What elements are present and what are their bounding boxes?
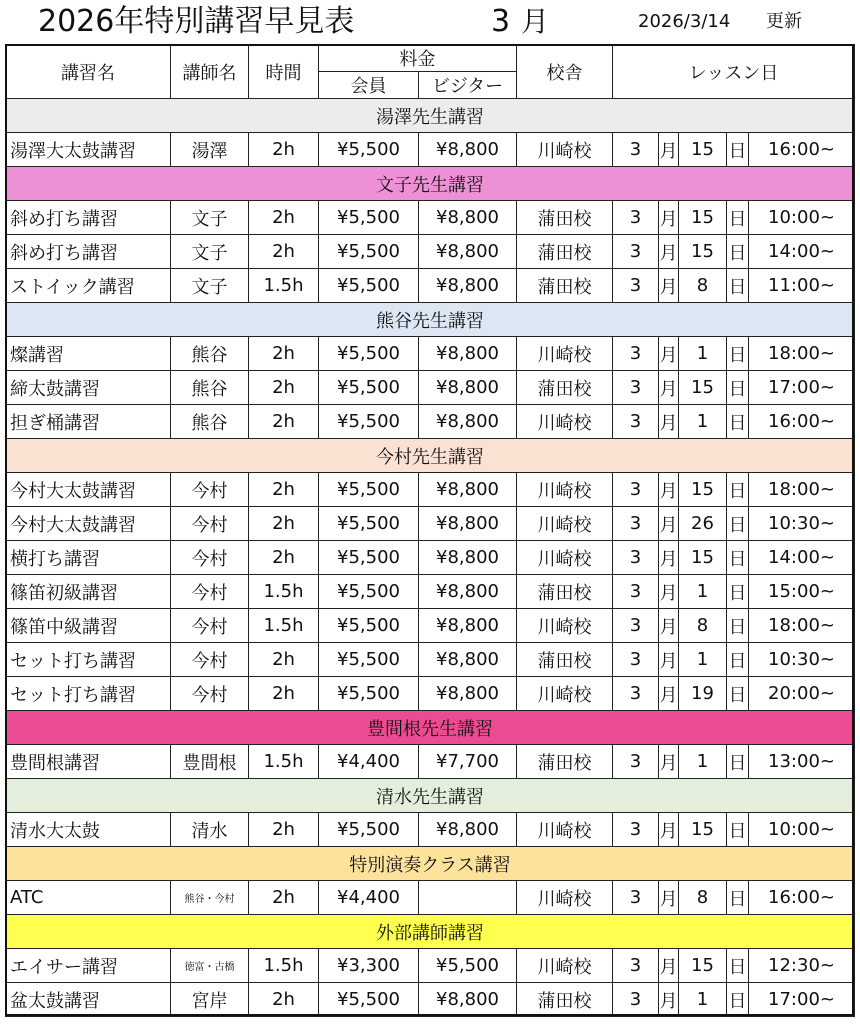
- lesson-month: 3: [613, 983, 659, 1017]
- table-row: [6, 337, 855, 371]
- course-name: 斜め打ち講習: [6, 201, 171, 235]
- start-time: 16:00~: [749, 133, 855, 167]
- school: 川崎校: [517, 405, 613, 439]
- member-fee: ¥4,400: [319, 881, 419, 915]
- duration: 2h: [249, 813, 319, 847]
- school: 川崎校: [517, 133, 613, 167]
- start-time: 16:00~: [749, 881, 855, 915]
- day-unit: 日: [727, 201, 749, 235]
- day-unit: 日: [727, 643, 749, 677]
- course-name: 燦講習: [6, 337, 171, 371]
- lesson-day: 8: [679, 269, 727, 303]
- header-school: 校舎: [517, 45, 613, 99]
- lesson-month: 3: [613, 133, 659, 167]
- title-row: [0, 0, 860, 44]
- course-name: セット打ち講習: [6, 677, 171, 711]
- course-name: 担ぎ桶講習: [6, 405, 171, 439]
- visitor-fee: ¥8,800: [419, 541, 517, 575]
- teacher-name: 今村: [171, 677, 249, 711]
- visitor-fee: ¥8,800: [419, 235, 517, 269]
- start-time: 13:00~: [749, 745, 855, 779]
- header-lesson-date: レッスン日: [613, 45, 855, 99]
- teacher-name: 今村: [171, 541, 249, 575]
- update-label: 更新: [766, 11, 802, 32]
- teacher-name: 今村: [171, 643, 249, 677]
- member-fee: ¥5,500: [319, 643, 419, 677]
- start-time: 17:00~: [749, 983, 855, 1017]
- table-row: [6, 677, 855, 711]
- month-unit: 月: [659, 677, 679, 711]
- visitor-fee: ¥8,800: [419, 983, 517, 1017]
- table-row: [6, 405, 855, 439]
- visitor-fee: ¥7,700: [419, 745, 517, 779]
- course-name: エイサー講習: [6, 949, 171, 983]
- update-date: 2026/3/14: [638, 11, 731, 32]
- month-unit: 月: [659, 133, 679, 167]
- month-unit: 月: [659, 609, 679, 643]
- start-time: 14:00~: [749, 541, 855, 575]
- start-time: 18:00~: [749, 609, 855, 643]
- section-header-row: [6, 711, 855, 745]
- member-fee: ¥4,400: [319, 745, 419, 779]
- course-name: 斜め打ち講習: [6, 235, 171, 269]
- table-row: [6, 269, 855, 303]
- header-time: 時間: [249, 45, 319, 99]
- school: 蒲田校: [517, 201, 613, 235]
- duration: 1.5h: [249, 609, 319, 643]
- day-unit: 日: [727, 371, 749, 405]
- teacher-name: 文子: [171, 201, 249, 235]
- lesson-day: 1: [679, 643, 727, 677]
- lesson-day: 1: [679, 337, 727, 371]
- section-title: 今村先生講習: [6, 439, 855, 473]
- course-name: 横打ち講習: [6, 541, 171, 575]
- lesson-month: 3: [613, 507, 659, 541]
- teacher-name: 徳富・古橋: [171, 949, 249, 983]
- school: 蒲田校: [517, 575, 613, 609]
- teacher-name: 清水: [171, 813, 249, 847]
- day-unit: 日: [727, 949, 749, 983]
- visitor-fee: ¥8,800: [419, 269, 517, 303]
- header-teacher: 講師名: [171, 45, 249, 99]
- month-unit: 月: [521, 5, 550, 38]
- lesson-month: 3: [613, 813, 659, 847]
- school: 川崎校: [517, 507, 613, 541]
- day-unit: 日: [727, 405, 749, 439]
- header-course: 講習名: [6, 45, 171, 99]
- school: 蒲田校: [517, 269, 613, 303]
- school: 蒲田校: [517, 745, 613, 779]
- teacher-name: 宮岸: [171, 983, 249, 1017]
- day-unit: 日: [727, 881, 749, 915]
- member-fee: ¥5,500: [319, 507, 419, 541]
- table-row: [6, 507, 855, 541]
- start-time: 10:30~: [749, 643, 855, 677]
- table-row: [6, 371, 855, 405]
- lesson-day: 15: [679, 949, 727, 983]
- school: 川崎校: [517, 813, 613, 847]
- school: 川崎校: [517, 881, 613, 915]
- section-header-row: [6, 915, 855, 949]
- course-name: 盆太鼓講習: [6, 983, 171, 1017]
- duration: 2h: [249, 133, 319, 167]
- visitor-fee: ¥8,800: [419, 813, 517, 847]
- lesson-day: 1: [679, 745, 727, 779]
- lesson-month: 3: [613, 609, 659, 643]
- day-unit: 日: [727, 813, 749, 847]
- visitor-fee: ¥5,500: [419, 949, 517, 983]
- member-fee: ¥5,500: [319, 337, 419, 371]
- start-time: 10:00~: [749, 813, 855, 847]
- table-row: [6, 133, 855, 167]
- lesson-month: 3: [613, 201, 659, 235]
- day-unit: 日: [727, 745, 749, 779]
- lesson-month: 3: [613, 405, 659, 439]
- start-time: 14:00~: [749, 235, 855, 269]
- duration: 2h: [249, 881, 319, 915]
- lesson-month: 3: [613, 473, 659, 507]
- member-fee: ¥3,300: [319, 949, 419, 983]
- start-time: 18:00~: [749, 473, 855, 507]
- table-row: [6, 235, 855, 269]
- lesson-day: 1: [679, 405, 727, 439]
- school: 川崎校: [517, 337, 613, 371]
- table-row: [6, 643, 855, 677]
- duration: 2h: [249, 337, 319, 371]
- start-time: 11:00~: [749, 269, 855, 303]
- school: 川崎校: [517, 677, 613, 711]
- lesson-month: 3: [613, 881, 659, 915]
- member-fee: ¥5,500: [319, 133, 419, 167]
- visitor-fee: ¥8,800: [419, 405, 517, 439]
- course-name: ATC: [6, 881, 171, 915]
- lesson-day: 15: [679, 473, 727, 507]
- school: 川崎校: [517, 949, 613, 983]
- lesson-month: 3: [613, 541, 659, 575]
- start-time: 17:00~: [749, 371, 855, 405]
- month-unit: 月: [659, 405, 679, 439]
- lesson-day: 15: [679, 541, 727, 575]
- table-row: [6, 201, 855, 235]
- visitor-fee: ¥8,800: [419, 643, 517, 677]
- school: 蒲田校: [517, 235, 613, 269]
- teacher-name: 豊間根: [171, 745, 249, 779]
- lesson-day: 8: [679, 881, 727, 915]
- course-name: 今村大太鼓講習: [6, 473, 171, 507]
- lesson-month: 3: [613, 677, 659, 711]
- duration: 2h: [249, 201, 319, 235]
- lesson-month: 3: [613, 235, 659, 269]
- section-title: 湯澤先生講習: [6, 99, 855, 133]
- section-title: 特別演奏クラス講習: [6, 847, 855, 881]
- lesson-month: 3: [613, 371, 659, 405]
- visitor-fee: ¥8,800: [419, 201, 517, 235]
- visitor-fee: ¥8,800: [419, 575, 517, 609]
- page-title: 2026年特別講習早見表: [38, 4, 355, 39]
- course-name: 豊間根講習: [6, 745, 171, 779]
- school: 蒲田校: [517, 371, 613, 405]
- lesson-month: 3: [613, 269, 659, 303]
- school: 川崎校: [517, 473, 613, 507]
- month-unit: 月: [659, 201, 679, 235]
- member-fee: ¥5,500: [319, 473, 419, 507]
- teacher-name: 文子: [171, 269, 249, 303]
- duration: 1.5h: [249, 575, 319, 609]
- school: 蒲田校: [517, 643, 613, 677]
- section-header-row: [6, 303, 855, 337]
- start-time: 15:00~: [749, 575, 855, 609]
- section-title: 豊間根先生講習: [6, 711, 855, 745]
- day-unit: 日: [727, 507, 749, 541]
- day-unit: 日: [727, 983, 749, 1017]
- member-fee: ¥5,500: [319, 541, 419, 575]
- teacher-name: 今村: [171, 507, 249, 541]
- lesson-day: 15: [679, 235, 727, 269]
- member-fee: ¥5,500: [319, 269, 419, 303]
- course-name: 篠笛中級講習: [6, 609, 171, 643]
- month-unit: 月: [659, 507, 679, 541]
- table-row: [6, 609, 855, 643]
- table-row: [6, 949, 855, 983]
- day-unit: 日: [727, 541, 749, 575]
- schedule-table: [5, 44, 855, 1017]
- day-unit: 日: [727, 269, 749, 303]
- header-row: [6, 45, 855, 72]
- teacher-name: 熊谷: [171, 371, 249, 405]
- duration: 1.5h: [249, 269, 319, 303]
- school: 川崎校: [517, 541, 613, 575]
- lesson-month: 3: [613, 575, 659, 609]
- course-name: セット打ち講習: [6, 643, 171, 677]
- month-unit: 月: [659, 235, 679, 269]
- table-row: [6, 983, 855, 1017]
- start-time: 20:00~: [749, 677, 855, 711]
- month-unit: 月: [659, 575, 679, 609]
- lesson-day: 15: [679, 133, 727, 167]
- school: 蒲田校: [517, 983, 613, 1017]
- section-header-row: [6, 847, 855, 881]
- teacher-name: 今村: [171, 473, 249, 507]
- duration: 2h: [249, 643, 319, 677]
- visitor-fee: ¥8,800: [419, 133, 517, 167]
- duration: 2h: [249, 405, 319, 439]
- month-unit: 月: [659, 371, 679, 405]
- header-member: 会員: [319, 72, 419, 99]
- visitor-fee: ¥8,800: [419, 507, 517, 541]
- member-fee: ¥5,500: [319, 983, 419, 1017]
- member-fee: ¥5,500: [319, 201, 419, 235]
- day-unit: 日: [727, 473, 749, 507]
- lesson-day: 8: [679, 609, 727, 643]
- lesson-day: 1: [679, 575, 727, 609]
- member-fee: ¥5,500: [319, 371, 419, 405]
- member-fee: ¥5,500: [319, 813, 419, 847]
- course-name: 湯澤大太鼓講習: [6, 133, 171, 167]
- month-unit: 月: [659, 983, 679, 1017]
- duration: 2h: [249, 507, 319, 541]
- month-unit: 月: [659, 813, 679, 847]
- duration: 2h: [249, 235, 319, 269]
- header-fee: 料金: [319, 45, 517, 72]
- duration: 1.5h: [249, 949, 319, 983]
- lesson-day: 26: [679, 507, 727, 541]
- duration: 2h: [249, 677, 319, 711]
- table-row: [6, 813, 855, 847]
- course-name: 清水大太鼓: [6, 813, 171, 847]
- lesson-month: 3: [613, 337, 659, 371]
- section-header-row: [6, 99, 855, 133]
- member-fee: ¥5,500: [319, 575, 419, 609]
- lesson-day: 15: [679, 813, 727, 847]
- month-unit: 月: [659, 949, 679, 983]
- lesson-day: 15: [679, 371, 727, 405]
- duration: 2h: [249, 371, 319, 405]
- start-time: 10:00~: [749, 201, 855, 235]
- member-fee: ¥5,500: [319, 677, 419, 711]
- visitor-fee: ¥8,800: [419, 473, 517, 507]
- teacher-name: 湯澤: [171, 133, 249, 167]
- teacher-name: 今村: [171, 575, 249, 609]
- school: 川崎校: [517, 609, 613, 643]
- month-unit: 月: [659, 269, 679, 303]
- start-time: 10:30~: [749, 507, 855, 541]
- lesson-day: 19: [679, 677, 727, 711]
- month-unit: 月: [659, 473, 679, 507]
- teacher-name: 文子: [171, 235, 249, 269]
- visitor-fee: ¥8,800: [419, 677, 517, 711]
- lesson-day: 15: [679, 201, 727, 235]
- duration: 2h: [249, 541, 319, 575]
- section-title: 清水先生講習: [6, 779, 855, 813]
- table-row: [6, 541, 855, 575]
- lesson-month: 3: [613, 745, 659, 779]
- day-unit: 日: [727, 677, 749, 711]
- day-unit: 日: [727, 575, 749, 609]
- section-header-row: [6, 167, 855, 201]
- day-unit: 日: [727, 133, 749, 167]
- month-unit: 月: [659, 643, 679, 677]
- start-time: 18:00~: [749, 337, 855, 371]
- start-time: 16:00~: [749, 405, 855, 439]
- section-title: 熊谷先生講習: [6, 303, 855, 337]
- visitor-fee: [419, 881, 517, 915]
- teacher-name: 熊谷: [171, 337, 249, 371]
- visitor-fee: ¥8,800: [419, 337, 517, 371]
- visitor-fee: ¥8,800: [419, 609, 517, 643]
- member-fee: ¥5,500: [319, 609, 419, 643]
- header-visitor: ビジター: [419, 72, 517, 99]
- teacher-name: 熊谷: [171, 405, 249, 439]
- month-unit: 月: [659, 541, 679, 575]
- section-title: 外部講師講習: [6, 915, 855, 949]
- duration: 1.5h: [249, 745, 319, 779]
- month-unit: 月: [659, 881, 679, 915]
- member-fee: ¥5,500: [319, 405, 419, 439]
- course-name: 篠笛初級講習: [6, 575, 171, 609]
- month-unit: 月: [659, 337, 679, 371]
- day-unit: 日: [727, 337, 749, 371]
- course-name: ストイック講習: [6, 269, 171, 303]
- teacher-name: 熊谷・今村: [171, 881, 249, 915]
- section-header-row: [6, 779, 855, 813]
- table-row: [6, 473, 855, 507]
- month-unit: 月: [659, 745, 679, 779]
- section-title: 文子先生講習: [6, 167, 855, 201]
- day-unit: 日: [727, 235, 749, 269]
- duration: 2h: [249, 473, 319, 507]
- table-row: [6, 745, 855, 779]
- course-name: 今村大太鼓講習: [6, 507, 171, 541]
- member-fee: ¥5,500: [319, 235, 419, 269]
- lesson-month: 3: [613, 643, 659, 677]
- visitor-fee: ¥8,800: [419, 371, 517, 405]
- month-number: 3: [491, 4, 511, 39]
- course-name: 締太鼓講習: [6, 371, 171, 405]
- teacher-name: 今村: [171, 609, 249, 643]
- table-row: [6, 881, 855, 915]
- table-row: [6, 575, 855, 609]
- day-unit: 日: [727, 609, 749, 643]
- lesson-day: 1: [679, 983, 727, 1017]
- start-time: 12:30~: [749, 949, 855, 983]
- duration: 2h: [249, 983, 319, 1017]
- lesson-month: 3: [613, 949, 659, 983]
- section-header-row: [6, 439, 855, 473]
